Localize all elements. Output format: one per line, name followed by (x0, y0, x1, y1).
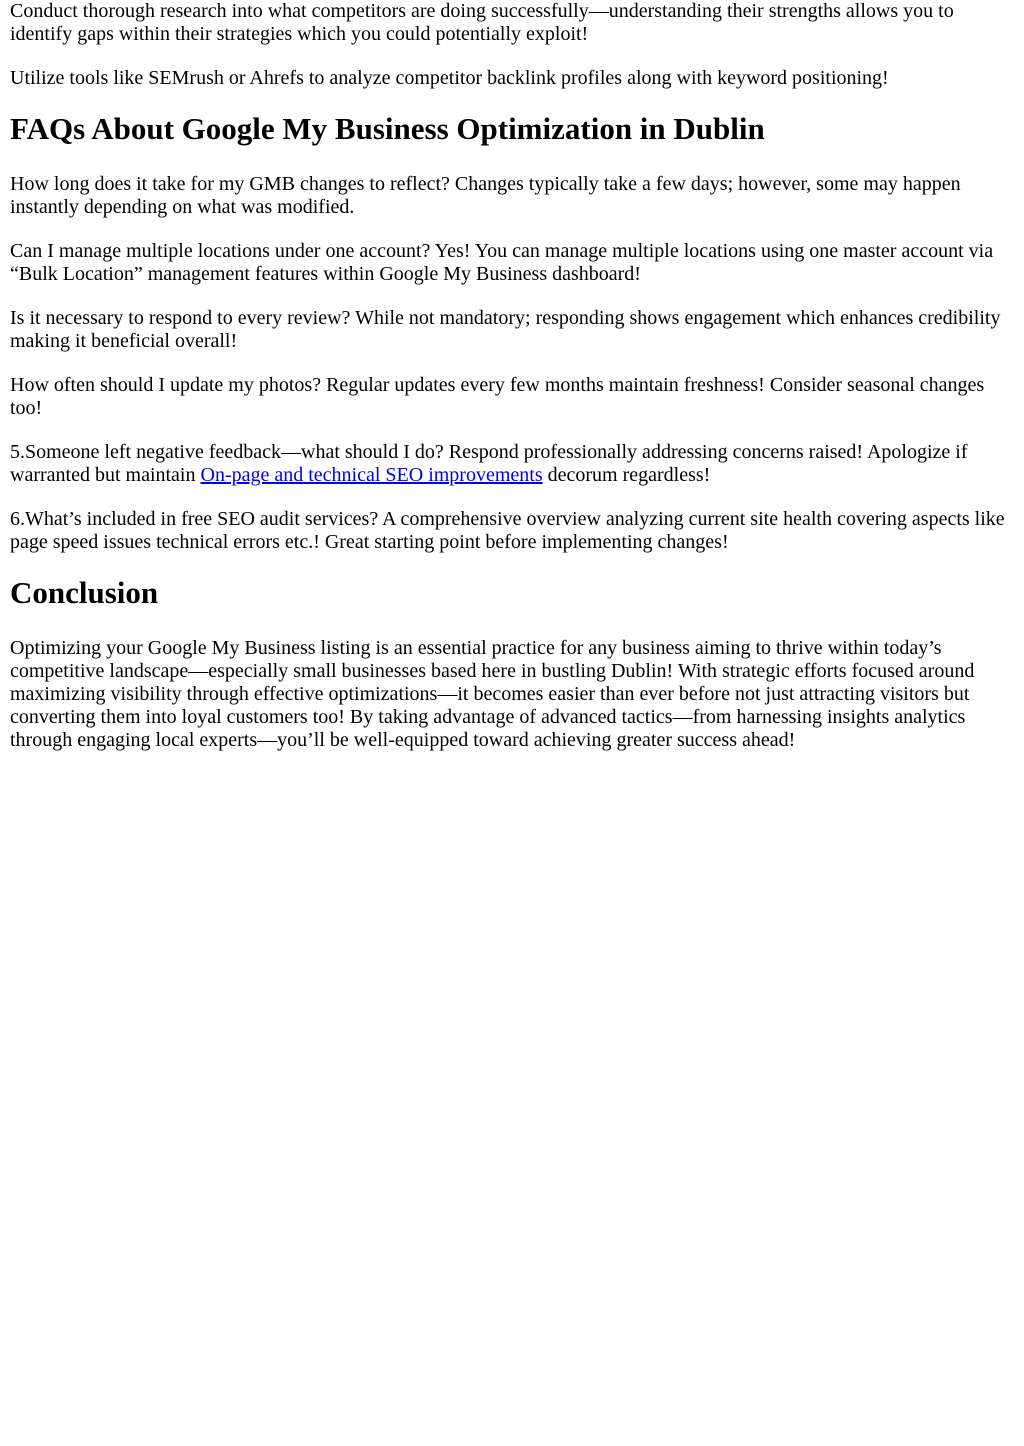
faq-negative-feedback-text-end: decorum regardless! (542, 464, 711, 486)
faqs-heading: FAQs About Google My Business Optimization in Dublin (10, 111, 765, 146)
faq-multiple-locations: Can I manage multiple locations under one account? Yes! You can manage multiple locations using one master account via “Bulk Location” management features within Google My Business dashboard! (10, 240, 994, 285)
faq-gmb-changes: How long does it take for my GMB changes to reflect? Changes typically take a few days; however, some may happen instantly depending on what was modified. (10, 173, 961, 218)
faq-respond-reviews: Is it necessary to respond to every review? While not mandatory; responding shows engagement which enhances credibility making it beneficial overall! (10, 307, 1001, 352)
faq-update-photos: How often should I update my photos? Regular updates every few months maintain freshness! Consider seasonal changes too! (10, 374, 985, 419)
faq-negative-feedback-text: 5.Someone left negative feedback—what should I do? Respond professionally addressing concerns raised! Apologize if warranted but maintain (10, 441, 968, 486)
seo-improvements-link[interactable]: On-page and technical SEO improvements (200, 464, 543, 486)
faq-seo-audit: 6.What’s included in free SEO audit services? A comprehensive overview analyzing current site health covering aspects like page speed issues technical errors etc.! Great starting point before implementing changes! (10, 508, 1005, 553)
conclusion-paragraph: Optimizing your Google My Business listing is an essential practice for any business aiming to thrive within today’s competitive landscape—especially small businesses based here in bustling Dublin! With strategic efforts focused around maximizing visibility through effective optimizations—it becomes easier than ever before not just attracting visitors but converting them into loyal customers too! By taking advantage of advanced tactics—from harnessing insights analytics through engaging local experts—you’ll be well-equipped toward achieving greater success ahead! (10, 637, 975, 751)
faq-negative-feedback (10, 441, 1014, 487)
intro-paragraph-competitor-research: Conduct thorough research into what competitors are doing successfully—understanding their strengths allows you to identify gaps within their strategies which you could potentially exploit! (10, 0, 954, 45)
intro-paragraph-tools: Utilize tools like SEMrush or Ahrefs to analyze competitor backlink profiles along with keyword positioning! (10, 67, 889, 89)
conclusion-heading: Conclusion (10, 575, 159, 610)
